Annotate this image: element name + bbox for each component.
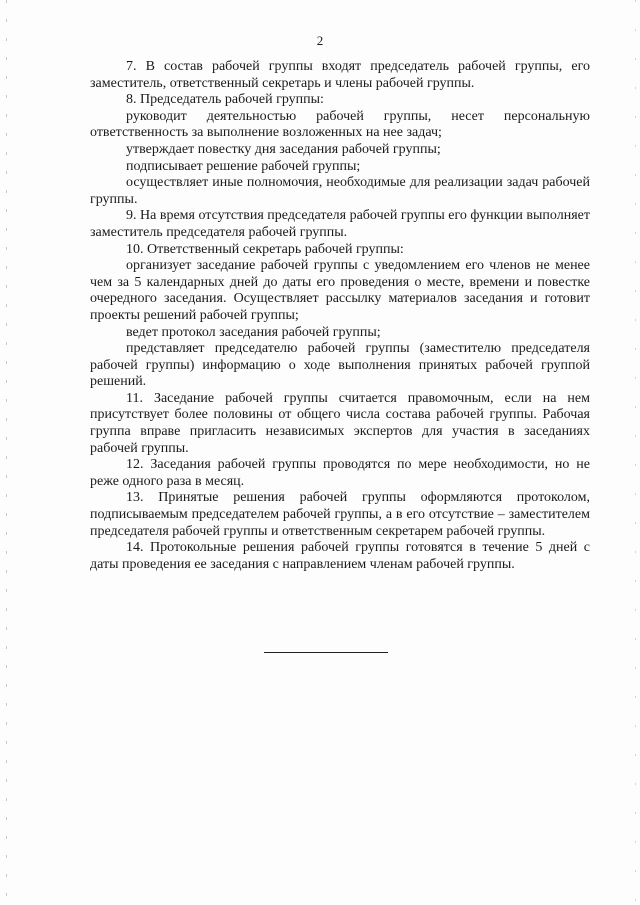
document-body [90, 59, 590, 573]
paragraph-11: 11. Заседание рабочей группы считается правомочным, если на нем присутствует более половины от общего числа состава рабочей группы. Рабочая группа вправе пригласить независимых экспертов для участия в заседаниях рабочей группы. [90, 390, 590, 456]
paragraph-8-item: подписывает решение рабочей группы; [126, 158, 361, 174]
paragraph-12: 12. Заседания рабочей группы проводятся по мере необходимости, но не реже одного раза в месяц. [90, 457, 590, 489]
paragraph-13: 13. Принятые решения рабочей группы оформляются протоколом, подписываемым председателем рабочей группы, а в его отсутствие – заместителем председателя рабочей группы и ответственным секретарем рабочей группы. [90, 490, 590, 539]
paragraph-9: 9. На время отсутствия председателя рабочей группы его функции выполняет заместитель председателя рабочей группы. [90, 208, 590, 240]
paragraph-10-item: организует заседание рабочей группы с уведомлением его членов не менее чем за 5 календарных дней до даты его проведения о месте, времени и повестке очередного заседания. Осуществляет рассылку материалов заседания и готовит проекты решений рабочей группы; [90, 258, 590, 323]
scan-edge-left [6, 0, 7, 905]
scan-edge-right [635, 0, 636, 905]
paragraph-8-item: утверждает повестку дня заседания рабочей группы; [126, 141, 441, 157]
paragraph-10: 10. Ответственный секретарь рабочей группы: [126, 241, 404, 257]
paragraph-14: 14. Протокольные решения рабочей группы готовятся в течение 5 дней с даты проведения ее заседания с направлением членам рабочей группы. [90, 540, 590, 572]
paragraph-8-item: руководит деятельностью рабочей группы, несет персональную ответственность за выполнение возложенных на нее задач; [90, 108, 590, 141]
paragraph-8: 8. Председатель рабочей группы: [126, 92, 324, 108]
page-number: 2 [316, 33, 324, 48]
paragraph-10-item: представляет председателю рабочей группы (заместителю председателя рабочей группы) информацию о ходе выполнения принятых рабочей группой решений. [90, 341, 590, 390]
paragraph-10-item: ведет протокол заседания рабочей группы; [126, 324, 381, 340]
closing-divider [264, 652, 388, 653]
paragraph-8-item: осуществляет иные полномочия, необходимые для реализации задач рабочей группы. [90, 175, 590, 207]
paragraph-7: 7. В состав рабочей группы входят председатель рабочей группы, его заместитель, ответственный секретарь и члены рабочей группы. [90, 59, 590, 91]
